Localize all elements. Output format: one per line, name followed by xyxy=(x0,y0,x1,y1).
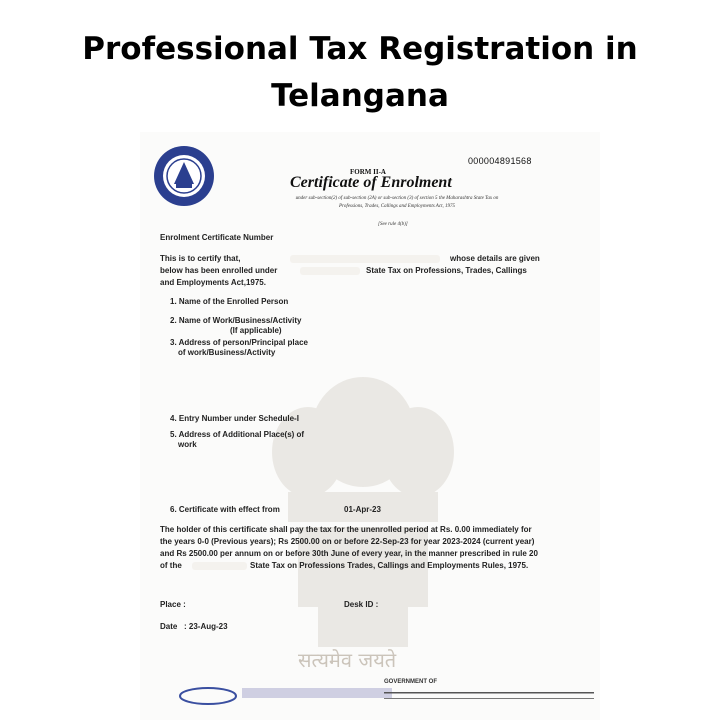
national-emblem-watermark-icon xyxy=(258,362,468,672)
certify-text-2b: State Tax on Professions, Trades, Callings xyxy=(366,266,527,275)
holder-text-2: the years 0-0 (Previous years); Rs 2500.00 on or before 22-Sep-23 for year 2023-2024 (current year) xyxy=(160,537,535,546)
serial-number: 000004891568 xyxy=(468,156,532,166)
redacted-state xyxy=(300,267,360,275)
state-seal-icon xyxy=(152,144,216,208)
certificate-title: Certificate of Enrolment xyxy=(290,174,452,191)
item-6: 6. Certificate with effect from xyxy=(170,505,280,514)
item-2b: (If applicable) xyxy=(230,326,282,335)
date-label: Date xyxy=(160,622,178,631)
page-headline xyxy=(0,26,720,120)
holder-text-4b: State Tax on Professions Trades, Callings and Employments Rules, 1975. xyxy=(250,561,529,570)
desk-id-label: Desk ID : xyxy=(344,600,379,609)
certificate-subtitle xyxy=(232,195,562,211)
emblem-motto: सत्यमेव जयते xyxy=(298,648,397,672)
headline-line-1: Professional Tax Registration in xyxy=(82,31,638,67)
redacted-act-state xyxy=(192,562,247,570)
item-4: 4. Entry Number under Schedule-I xyxy=(170,414,299,423)
item-5a: 5. Address of Additional Place(s) of xyxy=(170,430,305,439)
subtitle-line-2: Professions, Trades, Callings and Employments Act, 1975 xyxy=(339,204,455,209)
item-1: 1. Name of the Enrolled Person xyxy=(170,297,289,306)
date-value: : 23-Aug-23 xyxy=(184,622,228,631)
certify-text-3: and Employments Act,1975. xyxy=(160,278,266,287)
certify-text-2a: below has been enrolled under xyxy=(160,266,278,275)
holder-text-4a: of the xyxy=(160,561,182,570)
certify-text-1b: whose details are given xyxy=(450,254,540,263)
effective-date: 01-Apr-23 xyxy=(344,505,381,514)
redacted-name xyxy=(290,255,440,263)
holder-text-3: and Rs 2500.00 per annum on or before 30th June of every year, in the manner prescribed in rule 20 xyxy=(160,549,538,558)
footer-seal-strip xyxy=(162,680,600,720)
certify-text-1a: This is to certify that, xyxy=(160,254,241,263)
holder-text-1: The holder of this certificate shall pay the tax for the unenrolled period at Rs. 0.00 immediately for xyxy=(160,525,532,534)
item-3a: 3. Address of person/Principal place xyxy=(170,338,308,347)
government-strip-label: GOVERNMENT OF xyxy=(384,679,438,685)
place-label: Place : xyxy=(160,600,186,609)
item-3b: of work/Business/Activity xyxy=(178,348,276,357)
enrolment-number-label: Enrolment Certificate Number xyxy=(160,233,274,242)
rule-reference: [See rule 4(b)] xyxy=(378,222,408,227)
certificate-document xyxy=(140,132,600,720)
item-5b: work xyxy=(178,440,197,449)
headline-line-2: Telangana xyxy=(271,78,449,114)
item-2a: 2. Name of Work/Business/Activity xyxy=(170,316,302,325)
subtitle-line-1: under sub-section(2) of sub-section (2A) or sub-section (3) of section 5 the Maharashtra State Tax on xyxy=(295,196,499,201)
form-number: FORM II-A xyxy=(350,168,386,176)
